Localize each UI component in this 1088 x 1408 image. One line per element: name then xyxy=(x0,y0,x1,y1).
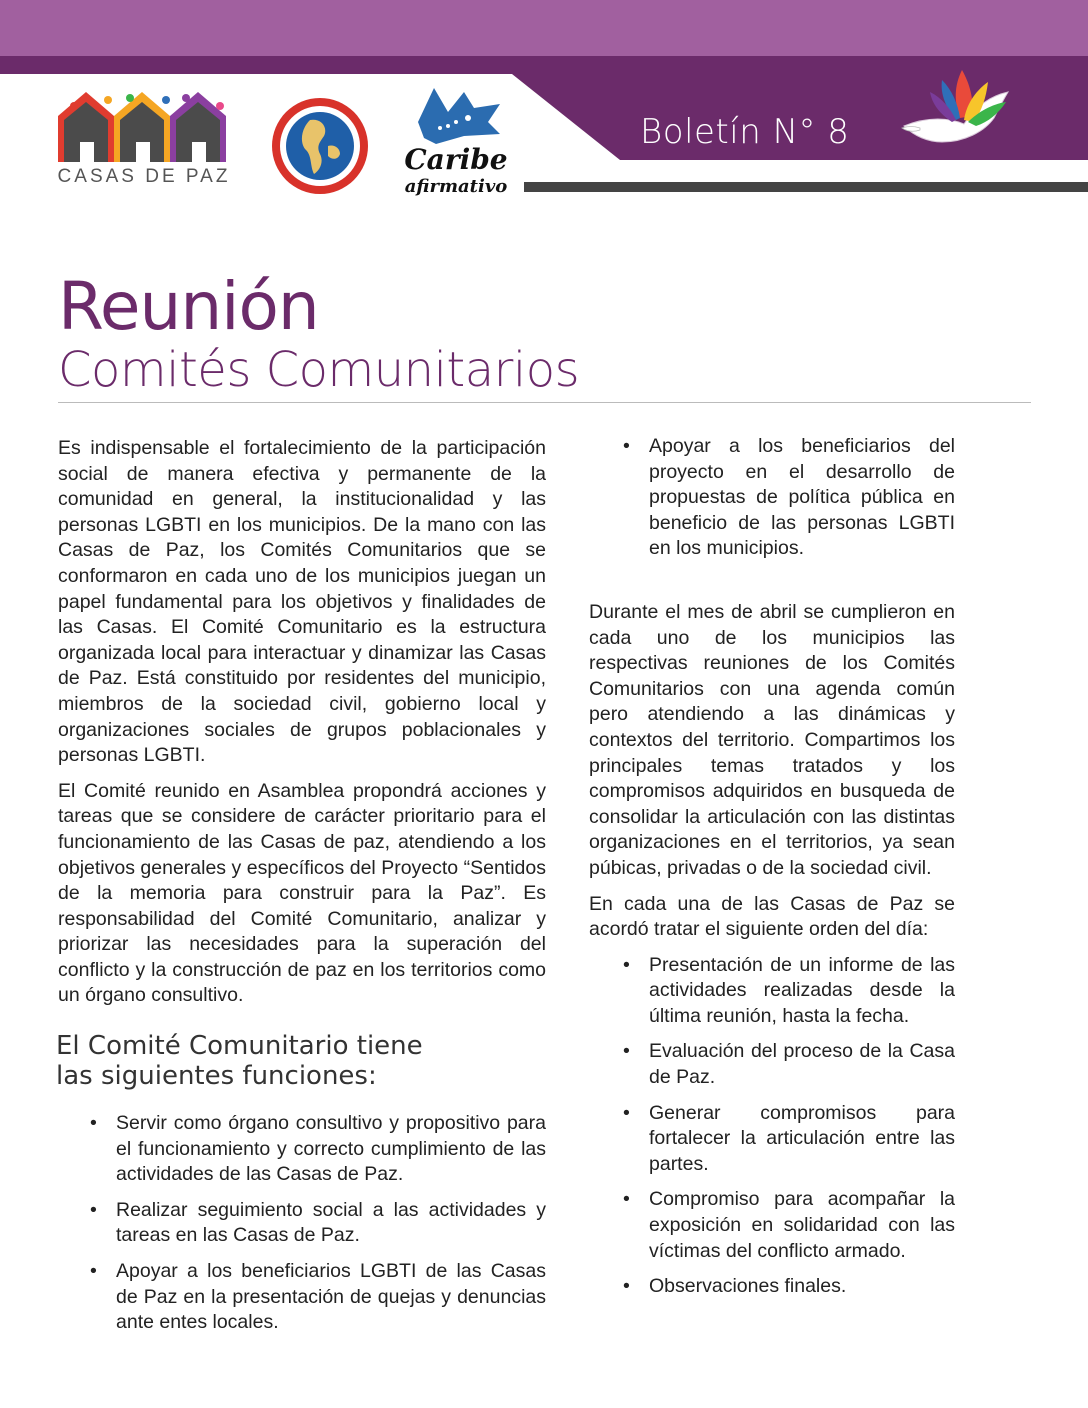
bullet-icon: • xyxy=(90,1260,97,1283)
header-band xyxy=(0,0,1088,56)
bullet-icon: • xyxy=(623,1188,630,1211)
list-item-text: Generar compromisos para fortalecer la articulación entre las partes. xyxy=(649,1101,955,1175)
list-item xyxy=(58,1111,546,1188)
page-subtitle: Comités Comunitarios xyxy=(58,342,580,398)
bullet-icon: • xyxy=(623,1040,630,1063)
caribe-logo-text: Caribe xyxy=(404,143,508,176)
dove-logo-icon xyxy=(898,66,1016,148)
list-item xyxy=(589,1101,955,1178)
casas-de-paz-logo-text: CASAS DE PAZ xyxy=(57,166,231,187)
inter-american-foundation-seal-icon xyxy=(270,96,370,196)
list-item xyxy=(58,1259,546,1336)
bullet-icon: • xyxy=(623,435,630,457)
list-item xyxy=(58,1198,546,1249)
list-item xyxy=(589,1274,955,1300)
functions-list xyxy=(58,1111,546,1336)
list-item-text: Compromiso para acompañar la exposición en solidaridad con las víctimas del conflicto armado. xyxy=(649,1188,955,1262)
list-item xyxy=(589,434,955,562)
bullet-icon: • xyxy=(90,1198,97,1221)
list-item xyxy=(589,1039,955,1090)
list-item-text: Realizar seguimiento social a las actividades y tareas en las Casas de Paz. xyxy=(116,1198,546,1247)
functions-list-continued xyxy=(589,434,955,562)
list-item-text: Evaluación del proceso de la Casa de Paz. xyxy=(649,1040,955,1089)
list-item-text: Apoyar a los beneficiarios LGBTI de las Casas de Paz en la presentación de quejas y denuncias ante entes locales. xyxy=(116,1260,546,1334)
assembly-paragraph: El Comité reunido en Asamblea propondrá acciones y tareas que se considere de carácter prioritario para el funcionamiento de las Casas de paz, atendiendo a los objetivos generales y específicos del Proyecto “Sentidos de la memoria para construir para la Paz”. Es responsabilidad del Comité Comunitario, analizar y priorizar las necesidades para la superación del conflicto y la construcción de paz en los territorios como un órgano consultivo. xyxy=(58,779,546,1007)
intro-paragraph: Es indispensable el fortalecimiento de la participación social de manera efectiva y permanente de la comunidad en general, la institucionalidad y las personas LGBTI en los municipios. De la mano con las Casas de Paz, los Comités Comunitarios que se conformaron en cada uno de los municipios juegan un papel fundamental para los objetivos y finalidades de las Casas. El Comité Comunitario es la estructura organizada local para interactuar y dinamizar las Casas de Paz. Está constituido por residentes del municipio, miembros de la sociedad civil, gobierno local y organizaciones sociales de grupos poblacionales y personas LGBTI. xyxy=(58,437,546,767)
functions-heading-line2: las siguientes funciones: xyxy=(56,1061,377,1092)
functions-heading-line1: El Comité Comunitario tiene xyxy=(56,1031,423,1062)
list-item xyxy=(589,953,955,1030)
page-title: Reunión xyxy=(58,268,319,345)
bullet-icon: • xyxy=(90,1112,97,1135)
april-paragraph: Durante el mes de abril se cumplieron en cada uno de los municipios las respectivas reuniones de los Comités Comunitarios con una agenda común pero atendiendo a las dinámicas y contextos del territorio. Compartimos los principales temas tratados y los compromisos adquiridos en busqueda de consolidar la articulación con las distintas organizaciones en el territorios, ya sean púbicas, privadas o de la sociedad civil. xyxy=(589,600,955,879)
title-divider xyxy=(58,402,1031,403)
list-item-text: Observaciones finales. xyxy=(649,1275,847,1298)
right-column xyxy=(589,434,955,1310)
list-item-text: Presentación de un informe de las actividades realizadas desde la última reunión, hasta la fecha. xyxy=(649,953,955,1027)
bullet-icon: • xyxy=(623,1275,630,1298)
bullet-icon: • xyxy=(623,953,630,976)
bullet-icon: • xyxy=(623,1101,630,1124)
agenda-list xyxy=(589,953,955,1300)
left-column xyxy=(58,436,546,1346)
spacer xyxy=(589,572,955,600)
list-item-text: Apoyar a los beneficiarios del proyecto en el desarrollo de propuestas de política pública en beneficio de las personas LGBTI en los municipios. xyxy=(649,435,955,560)
agenda-intro-paragraph: En cada una de las Casas de Paz se acordó tratar el siguiente orden del día: xyxy=(589,892,955,941)
functions-heading xyxy=(56,1031,546,1091)
bulletin-number: Boletín N° 8 xyxy=(640,112,850,152)
list-item-text: Servir como órgano consultivo y propositivo para el funcionamiento y correcto cumplimiento de las actividades de las Casas de Paz. xyxy=(116,1112,546,1186)
list-item xyxy=(589,1187,955,1264)
afirmativo-logo-text: afirmativo xyxy=(404,176,508,197)
header-rule xyxy=(524,182,1088,192)
